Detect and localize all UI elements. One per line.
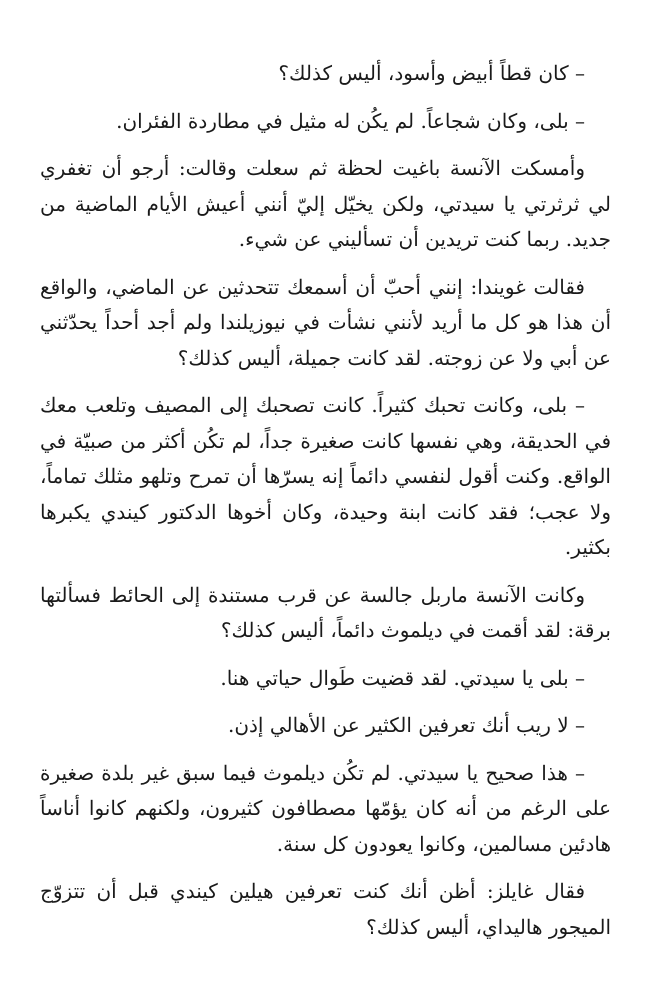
dialogue-line: – كان قطاً أبيض وأسود، أليس كذلك؟ xyxy=(278,61,585,85)
dialogue-line: – لا ريب أنك تعرفين الكثير عن الأهالي إذن. xyxy=(227,713,585,737)
dialogue-line: – بلى يا سيدتي. لقد قضيت طَوال حياتي هنا. xyxy=(220,665,585,690)
dialogue-paragraph: – هذا صحيح يا سيدتي. لم تكُن ديلموث فيما سبق غير بلدة صغيرة على الرغم من أنه كان يؤمّها مصطافون كثيرون، ولكنهم كانوا أناساً هادئين مسالمين، وكانوا يعودون كل سنة. xyxy=(40,760,611,856)
narrative-paragraph: فقالت غويندا: إنني أحبّ أن أسمعك تتحدثين عن الماضي، والواقع أن هذا هو كل ما أريد لأنني نشأت في نيوزيلندا ولم أجد أحداً يحدّثني عن أبي ولا عن زوجته. لقد كانت جميلة، أليس كذلك؟ xyxy=(40,274,611,370)
narrative-paragraph: فقال غايلز: أظن أنك كنت تعرفين هيلين كيندي قبل أن تتزوّج الميجور هاليداي، أليس كذلك؟ xyxy=(40,879,611,939)
narrative-paragraph: وأمسكت الآنسة باغيت لحظة ثم سعلت وقالت: أرجو أن تغفري لي ثرثرتي يا سيدتي، ولكن يخيّل إليّ أنني أعيش الأيام الماضية من جديد. ربما كنت تريدين أن تسأليني عن شيء. xyxy=(40,156,611,251)
dialogue-line: – بلى، وكان شجاعاً. لم يكُن له مثيل في مطاردة الفئران. xyxy=(116,108,585,133)
book-page xyxy=(40,56,611,957)
narrative-paragraph: وكانت الآنسة ماربل جالسة عن قرب مستندة إلى الحائط فسألتها برقة: لقد أقمت في ديلموث دائماً، أليس كذلك؟ xyxy=(40,582,611,642)
dialogue-paragraph: – بلى، وكانت تحبك كثيراً. كانت تصحبك إلى المصيف وتلعب معك في الحديقة، وهي نفسها كانت صغيرة جداً، لم تكُن أكثر من صبيّة في الواقع. وكنت أقول لنفسي دائماً إنه يسرّها أن تمرح وتلهو مثلك تماماً، ولا عجب؛ فقد كانت ابنة وحيدة، وكان أخوها الدكتور كيندي يكبرها بكثير. xyxy=(40,393,611,559)
